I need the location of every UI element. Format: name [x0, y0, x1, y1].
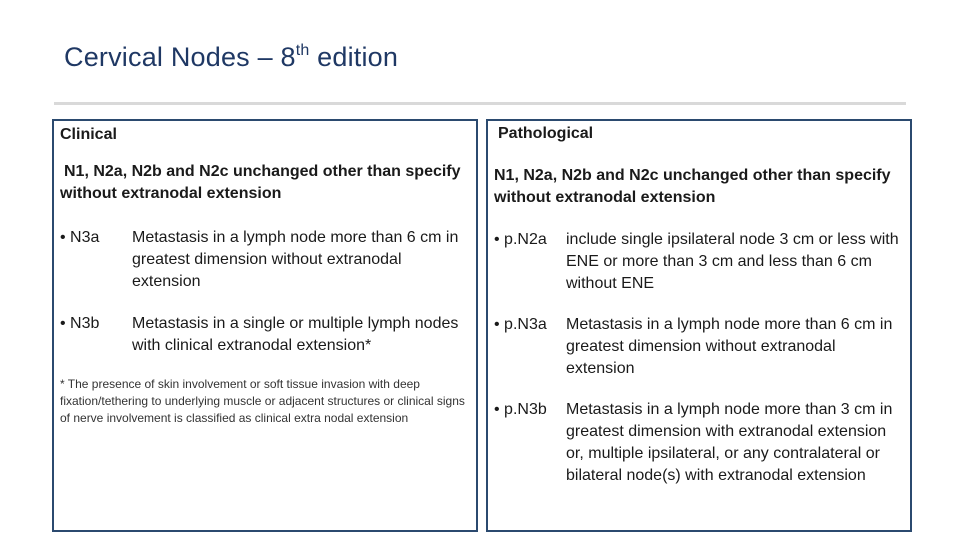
title-superscript: th — [295, 42, 310, 59]
clinical-item-code: • N3b — [60, 315, 100, 332]
title-divider — [54, 102, 906, 105]
pathological-item-code: • p.N2a — [494, 231, 547, 248]
pathological-item-text: Metastasis in a lymph node more than 6 cm in greatest dimension without extranodal extension — [566, 316, 893, 377]
title-tail: edition — [309, 42, 399, 72]
slide-title — [64, 42, 398, 73]
clinical-footnote: * The presence of skin involvement or soft tissue invasion with deep fixation/tethering to underlying muscle or adjacent structures or clinical signs of nerve involvement is classified as clinical extra nodal extension — [60, 377, 465, 425]
title-main: Cervical Nodes – 8 — [64, 42, 296, 72]
pathological-heading: Pathological — [498, 125, 594, 142]
clinical-heading: Clinical — [60, 126, 117, 143]
pathological-item-text: Metastasis in a lymph node more than 3 cm in greatest dimension with extranodal extension or, multiple ipsilateral, or any contralateral or bilateral node(s) with extranodal extension — [566, 401, 893, 484]
pathological-item-code: • p.N3a — [494, 316, 547, 333]
pathological-item-text: include single ipsilateral node 3 cm or less with ENE or more than 3 cm and less than 6 cm without ENE — [566, 231, 899, 292]
clinical-item-code: • N3a — [60, 229, 100, 246]
pathological-intro: N1, N2a, N2b and N2c unchanged other than specify without extranodal extension — [494, 167, 891, 206]
clinical-item-text: Metastasis in a single or multiple lymph nodes with clinical extranodal extension* — [132, 315, 459, 354]
pathological-item-code: • p.N3b — [494, 401, 547, 418]
clinical-intro: N1, N2a, N2b and N2c unchanged other than specify without extranodal extension — [60, 163, 461, 202]
clinical-item-text: Metastasis in a lymph node more than 6 cm in greatest dimension without extranodal extension — [132, 229, 459, 290]
